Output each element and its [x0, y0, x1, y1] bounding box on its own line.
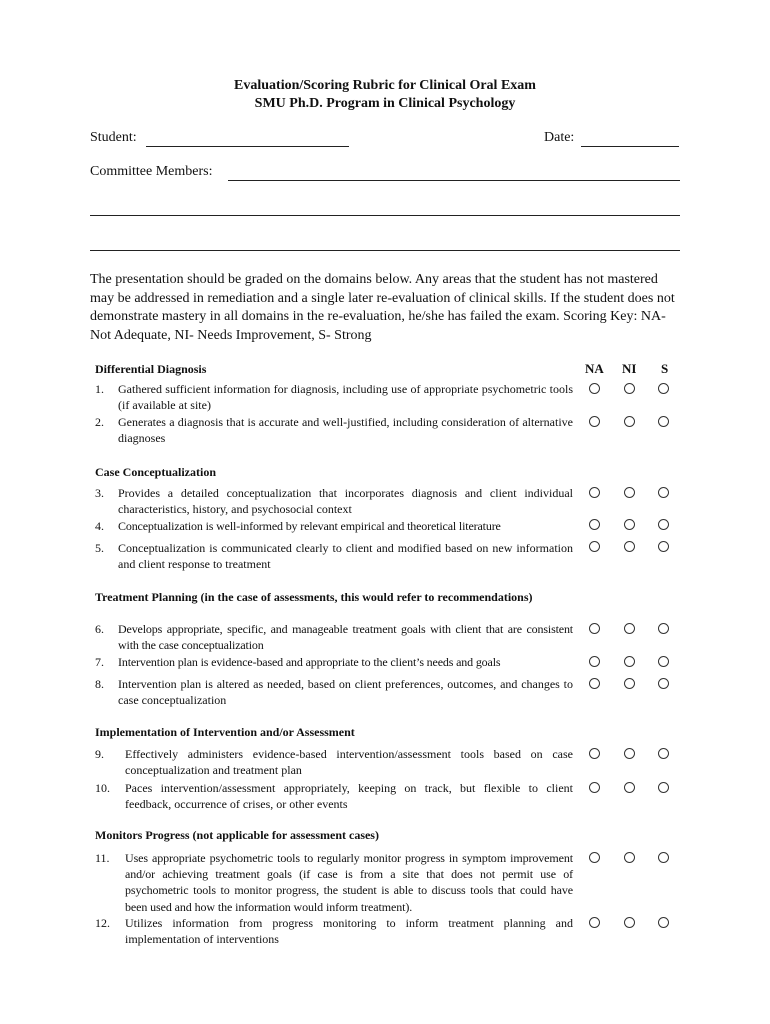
radio-ni[interactable] — [624, 416, 635, 427]
radio-ni[interactable] — [624, 917, 635, 928]
radio-na[interactable] — [589, 416, 600, 427]
item-text: Gathered sufficient information for diagnosis, including use of appropriate psychometric tools (if available at site) — [118, 382, 573, 413]
item-number: 2. — [95, 415, 104, 429]
item-number: 11. — [95, 851, 110, 865]
section-title: Case Conceptualization — [95, 465, 216, 479]
radio-s[interactable] — [658, 541, 669, 552]
radio-na[interactable] — [589, 782, 600, 793]
radio-s[interactable] — [658, 519, 669, 530]
form-subtitle: SMU Ph.D. Program in Clinical Psychology — [254, 96, 516, 111]
radio-na[interactable] — [589, 487, 600, 498]
item-text: Develops appropriate, specific, and manageable treatment goals with client that are consistent with the case conceptualization — [118, 622, 573, 653]
radio-na[interactable] — [589, 917, 600, 928]
radio-na[interactable] — [589, 383, 600, 394]
form-title: Evaluation/Scoring Rubric for Clinical Oral Exam — [234, 78, 536, 93]
radio-s[interactable] — [658, 748, 669, 759]
committee-field-3[interactable] — [90, 250, 680, 251]
radio-na[interactable] — [589, 541, 600, 552]
rubric-item — [95, 621, 573, 653]
radio-ni[interactable] — [624, 487, 635, 498]
radio-s[interactable] — [658, 656, 669, 667]
radio-s[interactable] — [658, 487, 669, 498]
item-number: 9. — [95, 747, 104, 761]
radio-ni[interactable] — [624, 519, 635, 530]
rubric-item — [95, 381, 573, 413]
section-title: Implementation of Intervention and/or Assessment — [95, 725, 355, 739]
rubric-item — [95, 414, 573, 446]
student-field[interactable] — [146, 146, 349, 147]
column-header-s: S — [661, 361, 669, 376]
item-text: Generates a diagnosis that is accurate and well-justified, including consideration of alternative diagnoses — [118, 415, 573, 446]
item-text: Intervention plan is altered as needed, based on client preferences, outcomes, and changes to case conceptualization — [118, 677, 573, 708]
item-number: 12. — [95, 916, 110, 930]
item-number: 3. — [95, 486, 104, 500]
column-header-ni: NI — [622, 361, 637, 376]
radio-na[interactable] — [589, 852, 600, 863]
radio-s[interactable] — [658, 917, 669, 928]
radio-ni[interactable] — [624, 782, 635, 793]
committee-field-2[interactable] — [90, 215, 680, 216]
item-number: 6. — [95, 622, 104, 636]
radio-na[interactable] — [589, 519, 600, 530]
rubric-item — [95, 654, 573, 670]
item-text: Uses appropriate psychometric tools to regularly monitor progress in symptom improvement and/or achieving treatment goals (if case is from a site that does not permit use of psychometric tools to monitor progress, the student is able to discuss tools that could have been used and how the information would inform treatment). — [125, 851, 573, 914]
item-number: 4. — [95, 519, 104, 533]
radio-s[interactable] — [658, 678, 669, 689]
item-number: 10. — [95, 781, 110, 795]
rubric-item — [95, 915, 573, 947]
item-text: Provides a detailed conceptualization that incorporates diagnosis and client individual characteristics, history, and psychosocial context — [118, 486, 573, 517]
section-title: Monitors Progress (not applicable for assessment cases) — [95, 828, 379, 842]
rubric-item — [95, 540, 573, 572]
radio-ni[interactable] — [624, 623, 635, 634]
item-text: Effectively administers evidence-based intervention/assessment tools based on case conceptualization and treatment plan — [125, 747, 573, 778]
rubric-item — [95, 850, 573, 915]
radio-ni[interactable] — [624, 383, 635, 394]
item-text: Intervention plan is evidence-based and appropriate to the client’s needs and goals — [118, 655, 501, 669]
item-number: 7. — [95, 655, 104, 669]
radio-na[interactable] — [589, 623, 600, 634]
rubric-item — [95, 780, 573, 812]
radio-na[interactable] — [589, 678, 600, 689]
date-field[interactable] — [581, 146, 679, 147]
instructions-paragraph: The presentation should be graded on the domains below. Any areas that the student has not mastered may be addressed in remediation and a single later re-evaluation of clinical skills. If the student does not demonstrate mastery in all domains in the re-evaluation, he/she has failed the exam. Scoring Key: NA- Not Adequate, NI- Needs Improvement, S- Strong — [90, 272, 675, 343]
radio-ni[interactable] — [624, 656, 635, 667]
item-number: 5. — [95, 541, 104, 555]
radio-s[interactable] — [658, 623, 669, 634]
committee-field-1[interactable] — [228, 180, 680, 181]
section-title: Differential Diagnosis — [95, 362, 207, 376]
radio-ni[interactable] — [624, 748, 635, 759]
radio-s[interactable] — [658, 383, 669, 394]
rubric-item — [95, 676, 573, 708]
item-number: 8. — [95, 677, 104, 691]
radio-s[interactable] — [658, 852, 669, 863]
student-label: Student: — [90, 130, 137, 145]
radio-s[interactable] — [658, 416, 669, 427]
radio-na[interactable] — [589, 748, 600, 759]
radio-ni[interactable] — [624, 541, 635, 552]
item-number: 1. — [95, 382, 104, 396]
rubric-item — [95, 746, 573, 778]
item-text: Paces intervention/assessment appropriately, keeping on track, but flexible to client feedback, occurrence of crises, or other events — [125, 781, 573, 812]
rubric-item — [95, 518, 573, 534]
item-text: Conceptualization is well-informed by relevant empirical and theoretical literature — [118, 519, 501, 533]
column-header-na: NA — [585, 361, 604, 376]
item-text: Conceptualization is communicated clearly to client and modified based on new information and client response to treatment — [118, 541, 573, 572]
radio-ni[interactable] — [624, 852, 635, 863]
radio-ni[interactable] — [624, 678, 635, 689]
date-label: Date: — [544, 130, 575, 145]
radio-s[interactable] — [658, 782, 669, 793]
section-title: Treatment Planning (in the case of assessments, this would refer to recommendations) — [95, 590, 533, 604]
radio-na[interactable] — [589, 656, 600, 667]
rubric-item — [95, 485, 573, 517]
committee-label: Committee Members: — [90, 164, 213, 179]
item-text: Utilizes information from progress monitoring to inform treatment planning and implementation of interventions — [125, 916, 573, 947]
